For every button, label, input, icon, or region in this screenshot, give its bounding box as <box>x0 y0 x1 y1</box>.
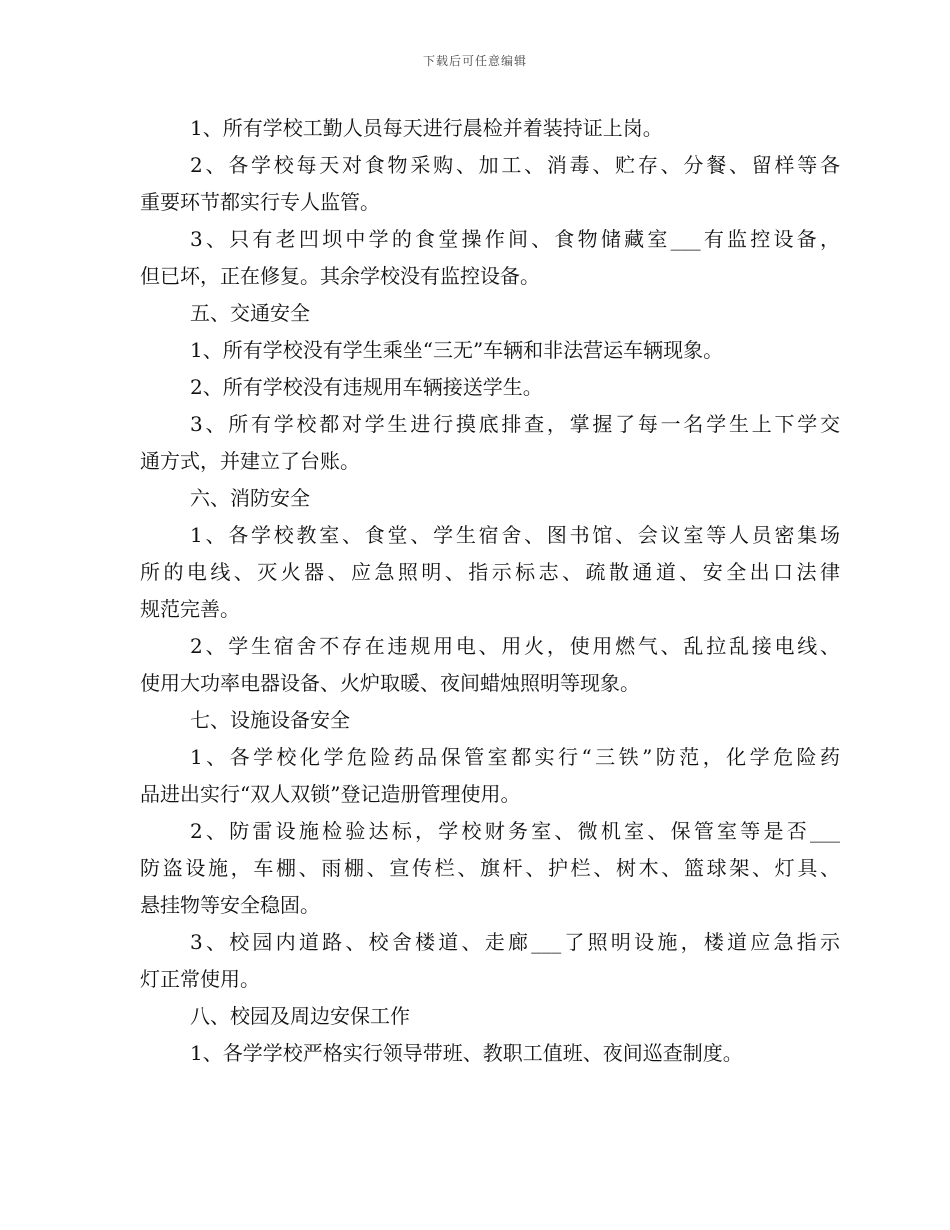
paragraph-line: 2、各学校每天对食物采购、加工、消毒、贮存、分餐、留样等各 <box>190 153 840 177</box>
paragraph-line: 所的电线、灭火器、应急照明、指示标志、疏散通道、安全出口法律 <box>140 560 840 584</box>
paragraph-line: 1、各学校化学危险药品保管室都实行“三铁”防范，化学危险药 <box>190 745 840 769</box>
section-heading: 七、设施设备安全 <box>190 708 350 732</box>
section-heading: 五、交通安全 <box>190 301 310 325</box>
section-heading: 八、校园及周边安保工作 <box>190 1004 410 1028</box>
paragraph-line: 2、防雷设施检验达标，学校财务室、微机室、保管室等是否___ <box>190 819 840 843</box>
paragraph-line: 重要环节都实行专人监管。 <box>140 190 380 214</box>
paragraph-line: 1、各学学校严格实行领导带班、教职工值班、夜间巡查制度。 <box>190 1041 743 1065</box>
paragraph-line: 3、校园内道路、校舍楼道、走廊___了照明设施，楼道应急指示 <box>190 930 840 954</box>
paragraph-line: 1、所有学校没有学生乘坐“三无”车辆和非法营运车辆现象。 <box>190 338 724 362</box>
paragraph-line: 1、各学校教室、食堂、学生宿舍、图书馆、会议室等人员密集场 <box>190 523 840 547</box>
paragraph-line: 规范完善。 <box>140 597 240 621</box>
paragraph-line: 使用大功率电器设备、火炉取暖、夜间蜡烛照明等现象。 <box>140 671 640 695</box>
paragraph-line: 但已坏，正在修复。其余学校没有监控设备。 <box>140 264 540 288</box>
paragraph-line: 2、学生宿舍不存在违规用电、用火，使用燃气、乱拉乱接电线、 <box>190 634 840 658</box>
paragraph-line: 3、所有学校都对学生进行摸底排查，掌握了每一名学生上下学交 <box>190 412 840 436</box>
page-header: 下载后可任意编辑 <box>422 54 527 68</box>
document-body <box>140 110 840 1072</box>
paragraph-line: 2、所有学校没有违规用车辆接送学生。 <box>190 375 543 399</box>
section-heading: 六、消防安全 <box>190 486 310 510</box>
paragraph-line: 灯正常使用。 <box>140 967 260 991</box>
paragraph-line: 悬挂物等安全稳固。 <box>140 893 320 917</box>
paragraph-line: 品进出实行“双人双锁”登记造册管理使用。 <box>140 782 521 806</box>
paragraph-line: 3、只有老凹坝中学的食堂操作间、食物储藏室___有监控设备， <box>190 227 840 251</box>
paragraph-line: 防盗设施，车棚、雨棚、宣传栏、旗杆、护栏、树木、篮球架、灯具、 <box>140 856 840 880</box>
paragraph-line: 1、所有学校工勤人员每天进行晨检并着装持证上岗。 <box>190 116 663 140</box>
paragraph-line: 通方式，并建立了台账。 <box>140 449 360 473</box>
